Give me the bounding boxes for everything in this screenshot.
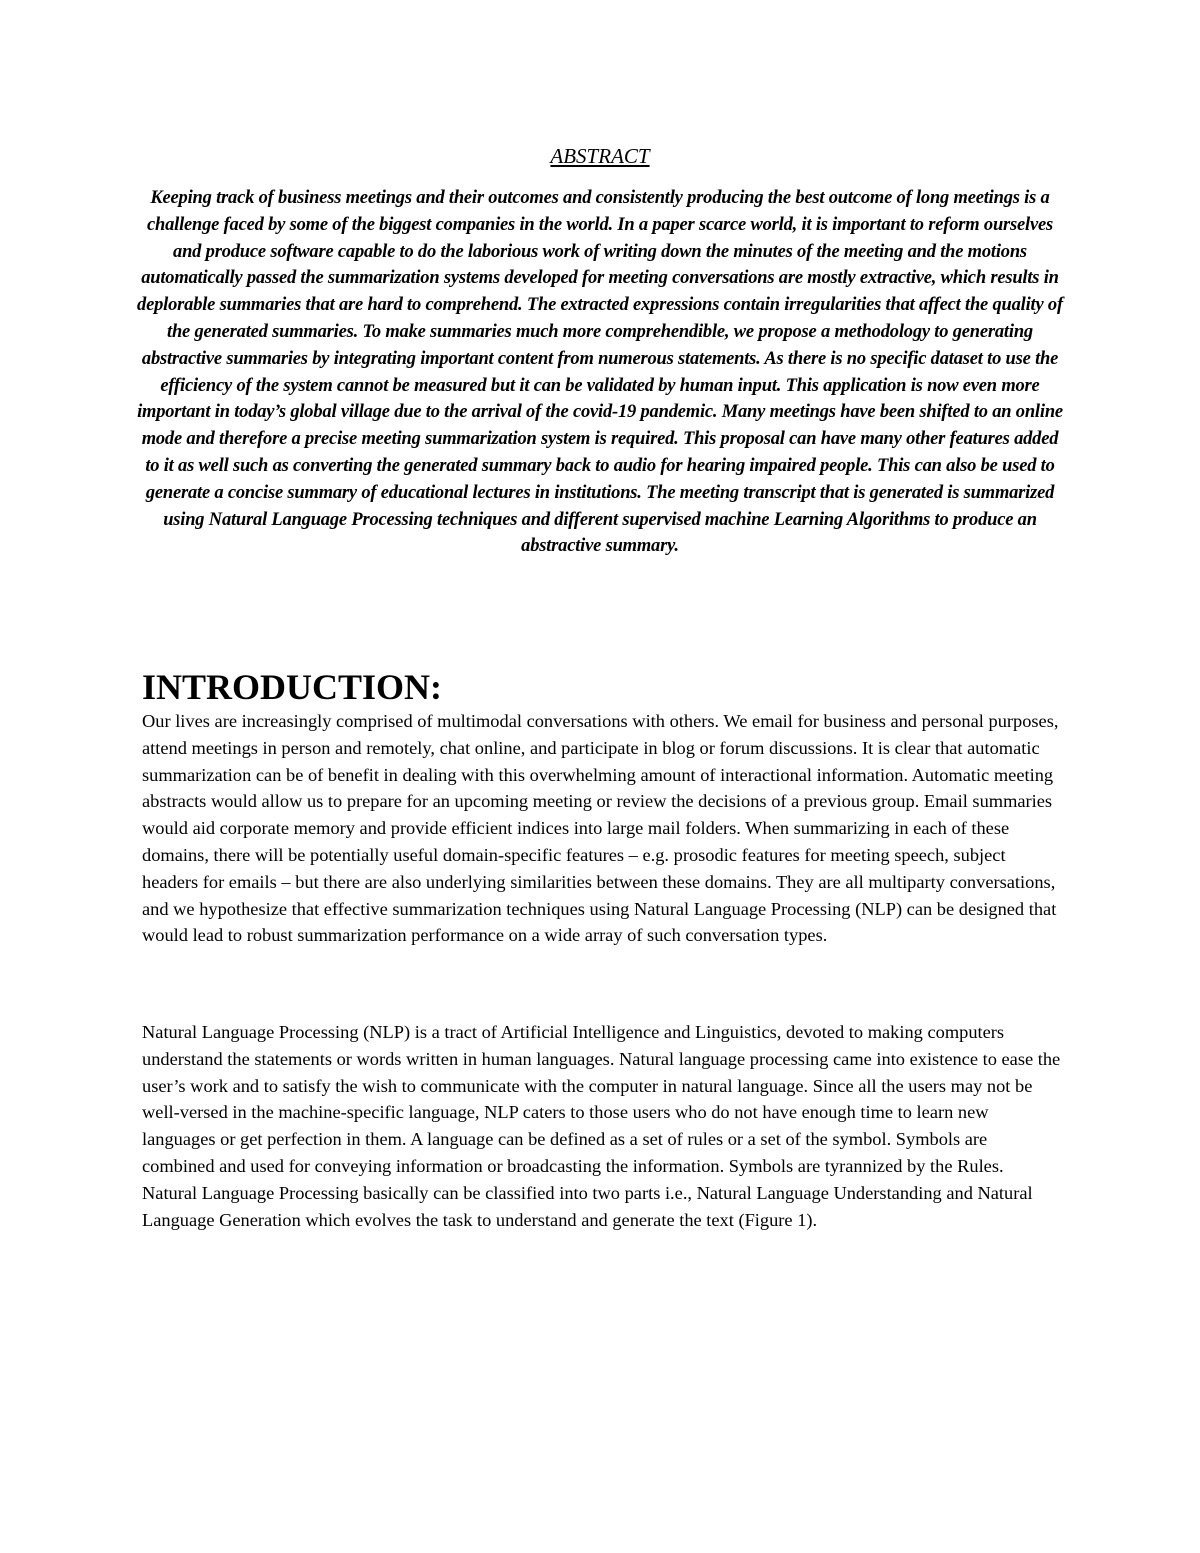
abstract-heading: ABSTRACT <box>550 144 650 168</box>
introduction-heading: INTRODUCTION: <box>142 667 443 707</box>
abstract-body: Keeping track of business meetings and their outcomes and consistently producing the best outcome of long meetings is a challenge faced by some of the biggest companies in the world. In a paper scarce world, it is important to reform ourselves and produce software capable to do the laborious work of writing down the minutes of the meeting and the motions automatically passed the summarization systems developed for meeting conversations are mostly extractive, which results in deplorable summaries that are hard to comprehend. The extracted expressions contain irregularities that affect the quality of the generated summaries. To make summaries much more comprehendible, we propose a methodology to generating abstractive summaries by integrating important content from numerous statements. As there is no specific dataset to use the efficiency of the system cannot be measured but it can be validated by human input. This application is now even more important in today’s global village due to the arrival of the covid-19 pandemic. Many meetings have been shifted to an online mode and therefore a precise meeting summarization system is required. This proposal can have many other features added to it as well such as converting the generated summary back to audio for hearing impaired people. This can also be used to generate a concise summary of educational lectures in institutions. The meeting transcript that is generated is summarized using Natural Language Processing techniques and different supervised machine Learning Algorithms to produce an abstractive summary. <box>137 188 1063 557</box>
introduction-paragraph-1: Our lives are increasingly comprised of multimodal conversations with others. We email for business and personal purposes, attend meetings in person and remotely, chat online, and participate in blog or forum discussions. It is clear that automatic summarization can be of benefit in dealing with this overwhelming amount of interactional information. Automatic meeting abstracts would allow us to prepare for an upcoming meeting or review the decisions of a previous group. Email summaries would aid corporate memory and provide efficient indices into large mail folders. When summarizing in each of these domains, there will be potentially useful domain-specific features – e.g. prosodic features for meeting speech, subject headers for emails – but there are also underlying similarities between these domains. They are all multiparty conversations, and we hypothesize that effective summarization techniques using Natural Language Processing (NLP) can be designed that would lead to robust summarization performance on a wide array of such conversation types. <box>142 711 1059 946</box>
introduction-paragraph-2: Natural Language Processing (NLP) is a tract of Artificial Intelligence and Linguistics, devoted to making computers understand the statements or words written in human languages. Natural language processing came into existence to ease the user’s work and to satisfy the wish to communicate with the computer in natural language. Since all the users may not be well-versed in the machine-specific language, NLP caters to those users who do not have enough time to learn new languages or get perfection in them. A language can be defined as a set of rules or a set of the symbol. Symbols are combined and used for conveying information or broadcasting the information. Symbols are tyrannized by the Rules. Natural Language Processing basically can be classified into two parts i.e., Natural Language Understanding and Natural Language Generation which evolves the task to understand and generate the text (Figure 1). <box>142 1022 1061 1230</box>
